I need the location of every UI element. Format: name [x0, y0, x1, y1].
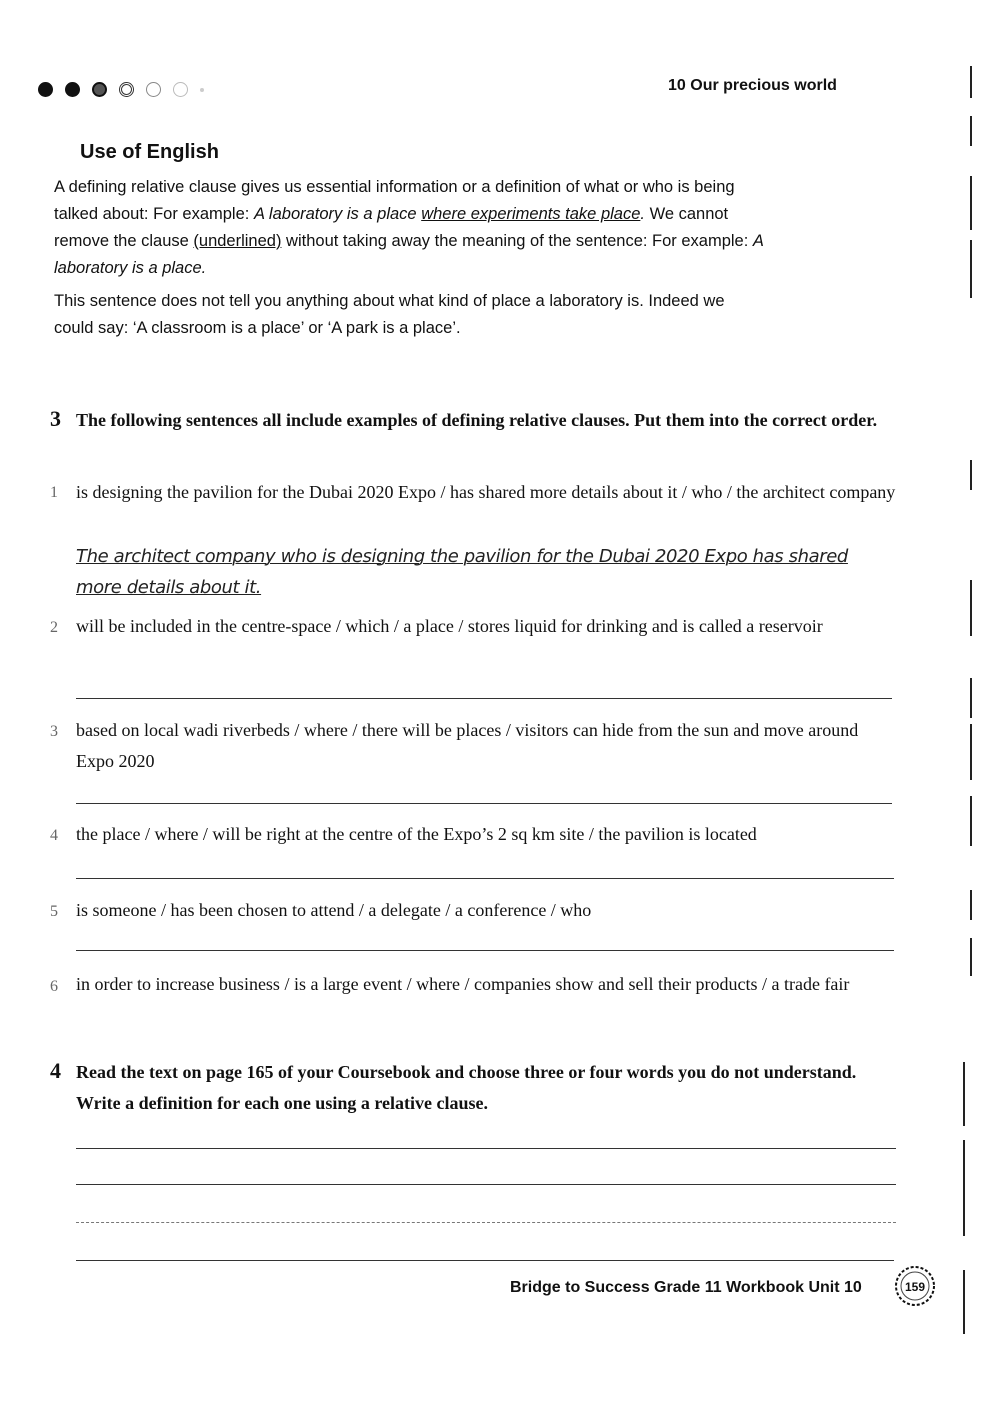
answer-text: The architect company who is designing the pavilion for the Dubai 2020 Expo has shared more details about it. [76, 546, 848, 598]
item-number: 6 [50, 978, 58, 995]
dot-filled-icon [38, 82, 53, 97]
answer-line[interactable] [76, 950, 894, 951]
example-end: . [640, 205, 645, 223]
item-number: 4 [50, 827, 58, 844]
item-number: 2 [50, 619, 58, 636]
explanation-text: We cannot remove the clause [54, 205, 729, 250]
explanation-paragraph [54, 174, 774, 282]
explanation-paragraph-2: This sentence does not tell you anything about what kind of place a laboratory is. Indeed we could say: ‘A classroom is a place’ or ‘A park is a place’. [54, 292, 725, 337]
underlined-word: (underlined) [193, 232, 282, 250]
dot-empty-icon [146, 82, 161, 97]
item-text: will be included in the centre-space / which / a place / stores liquid for drinking and is called a reservoir [76, 616, 823, 636]
explanation-text: A defining relative clause gives us essential information or a definition of what or who is being talked about: For example: [54, 178, 735, 223]
answer-line[interactable] [76, 1260, 894, 1261]
footer-text: Bridge to Success Grade 11 Workbook Unit 10 [510, 1279, 862, 1296]
dot-outline-icon [119, 82, 134, 97]
explanation-text: without taking away the meaning of the sentence: For example: [281, 232, 753, 250]
answer-line[interactable] [76, 1222, 896, 1223]
example-text: A laboratory is a place [253, 205, 422, 223]
item-text: the place / where / will be right at the centre of the Expo’s 2 sq km site / the pavilion is located [76, 824, 757, 844]
answer-line[interactable] [76, 1184, 896, 1185]
question-prompt: The following sentences all include examples of defining relative clauses. Put them into the correct order. [76, 410, 878, 430]
item-text: based on local wadi riverbeds / where / there will be places / visitors can hide from the sun and move around Expo 2020 [76, 720, 859, 771]
answer-line[interactable] [76, 878, 894, 879]
unit-title: 10 Our precious world [668, 77, 837, 94]
item-text: in order to increase business / is a large event / where / companies show and sell their products / a trade fair [76, 974, 850, 994]
progress-dots [38, 82, 204, 97]
example-underlined-clause: where experiments take place [421, 205, 641, 223]
dot-half-icon [92, 82, 107, 97]
example-text: A laboratory is a place. [54, 232, 764, 277]
item-number: 5 [50, 903, 58, 920]
question-number: 3 [50, 406, 61, 431]
item-text: is designing the pavilion for the Dubai 2020 Expo / has shared more details about it / who / the architect company [76, 482, 896, 502]
answer-line[interactable] [76, 698, 892, 699]
dot-empty-icon [173, 82, 188, 97]
dot-filled-icon [65, 82, 80, 97]
dot-faint-icon [200, 88, 204, 92]
answer-line[interactable] [76, 1148, 896, 1149]
section-title: Use of English [80, 141, 219, 163]
answer-line[interactable] [76, 803, 892, 804]
item-text: is someone / has been chosen to attend / a delegate / a conference / who [76, 900, 592, 920]
page-number-badge [894, 1265, 936, 1307]
question-prompt: Read the text on page 165 of your Coursebook and choose three or four words you do not understand. Write a definition for each one using a relative clause. [76, 1062, 857, 1113]
question-number: 4 [50, 1058, 61, 1083]
item-number: 3 [50, 723, 58, 740]
page-number: 159 [904, 1280, 926, 1294]
item-number: 1 [50, 484, 58, 501]
